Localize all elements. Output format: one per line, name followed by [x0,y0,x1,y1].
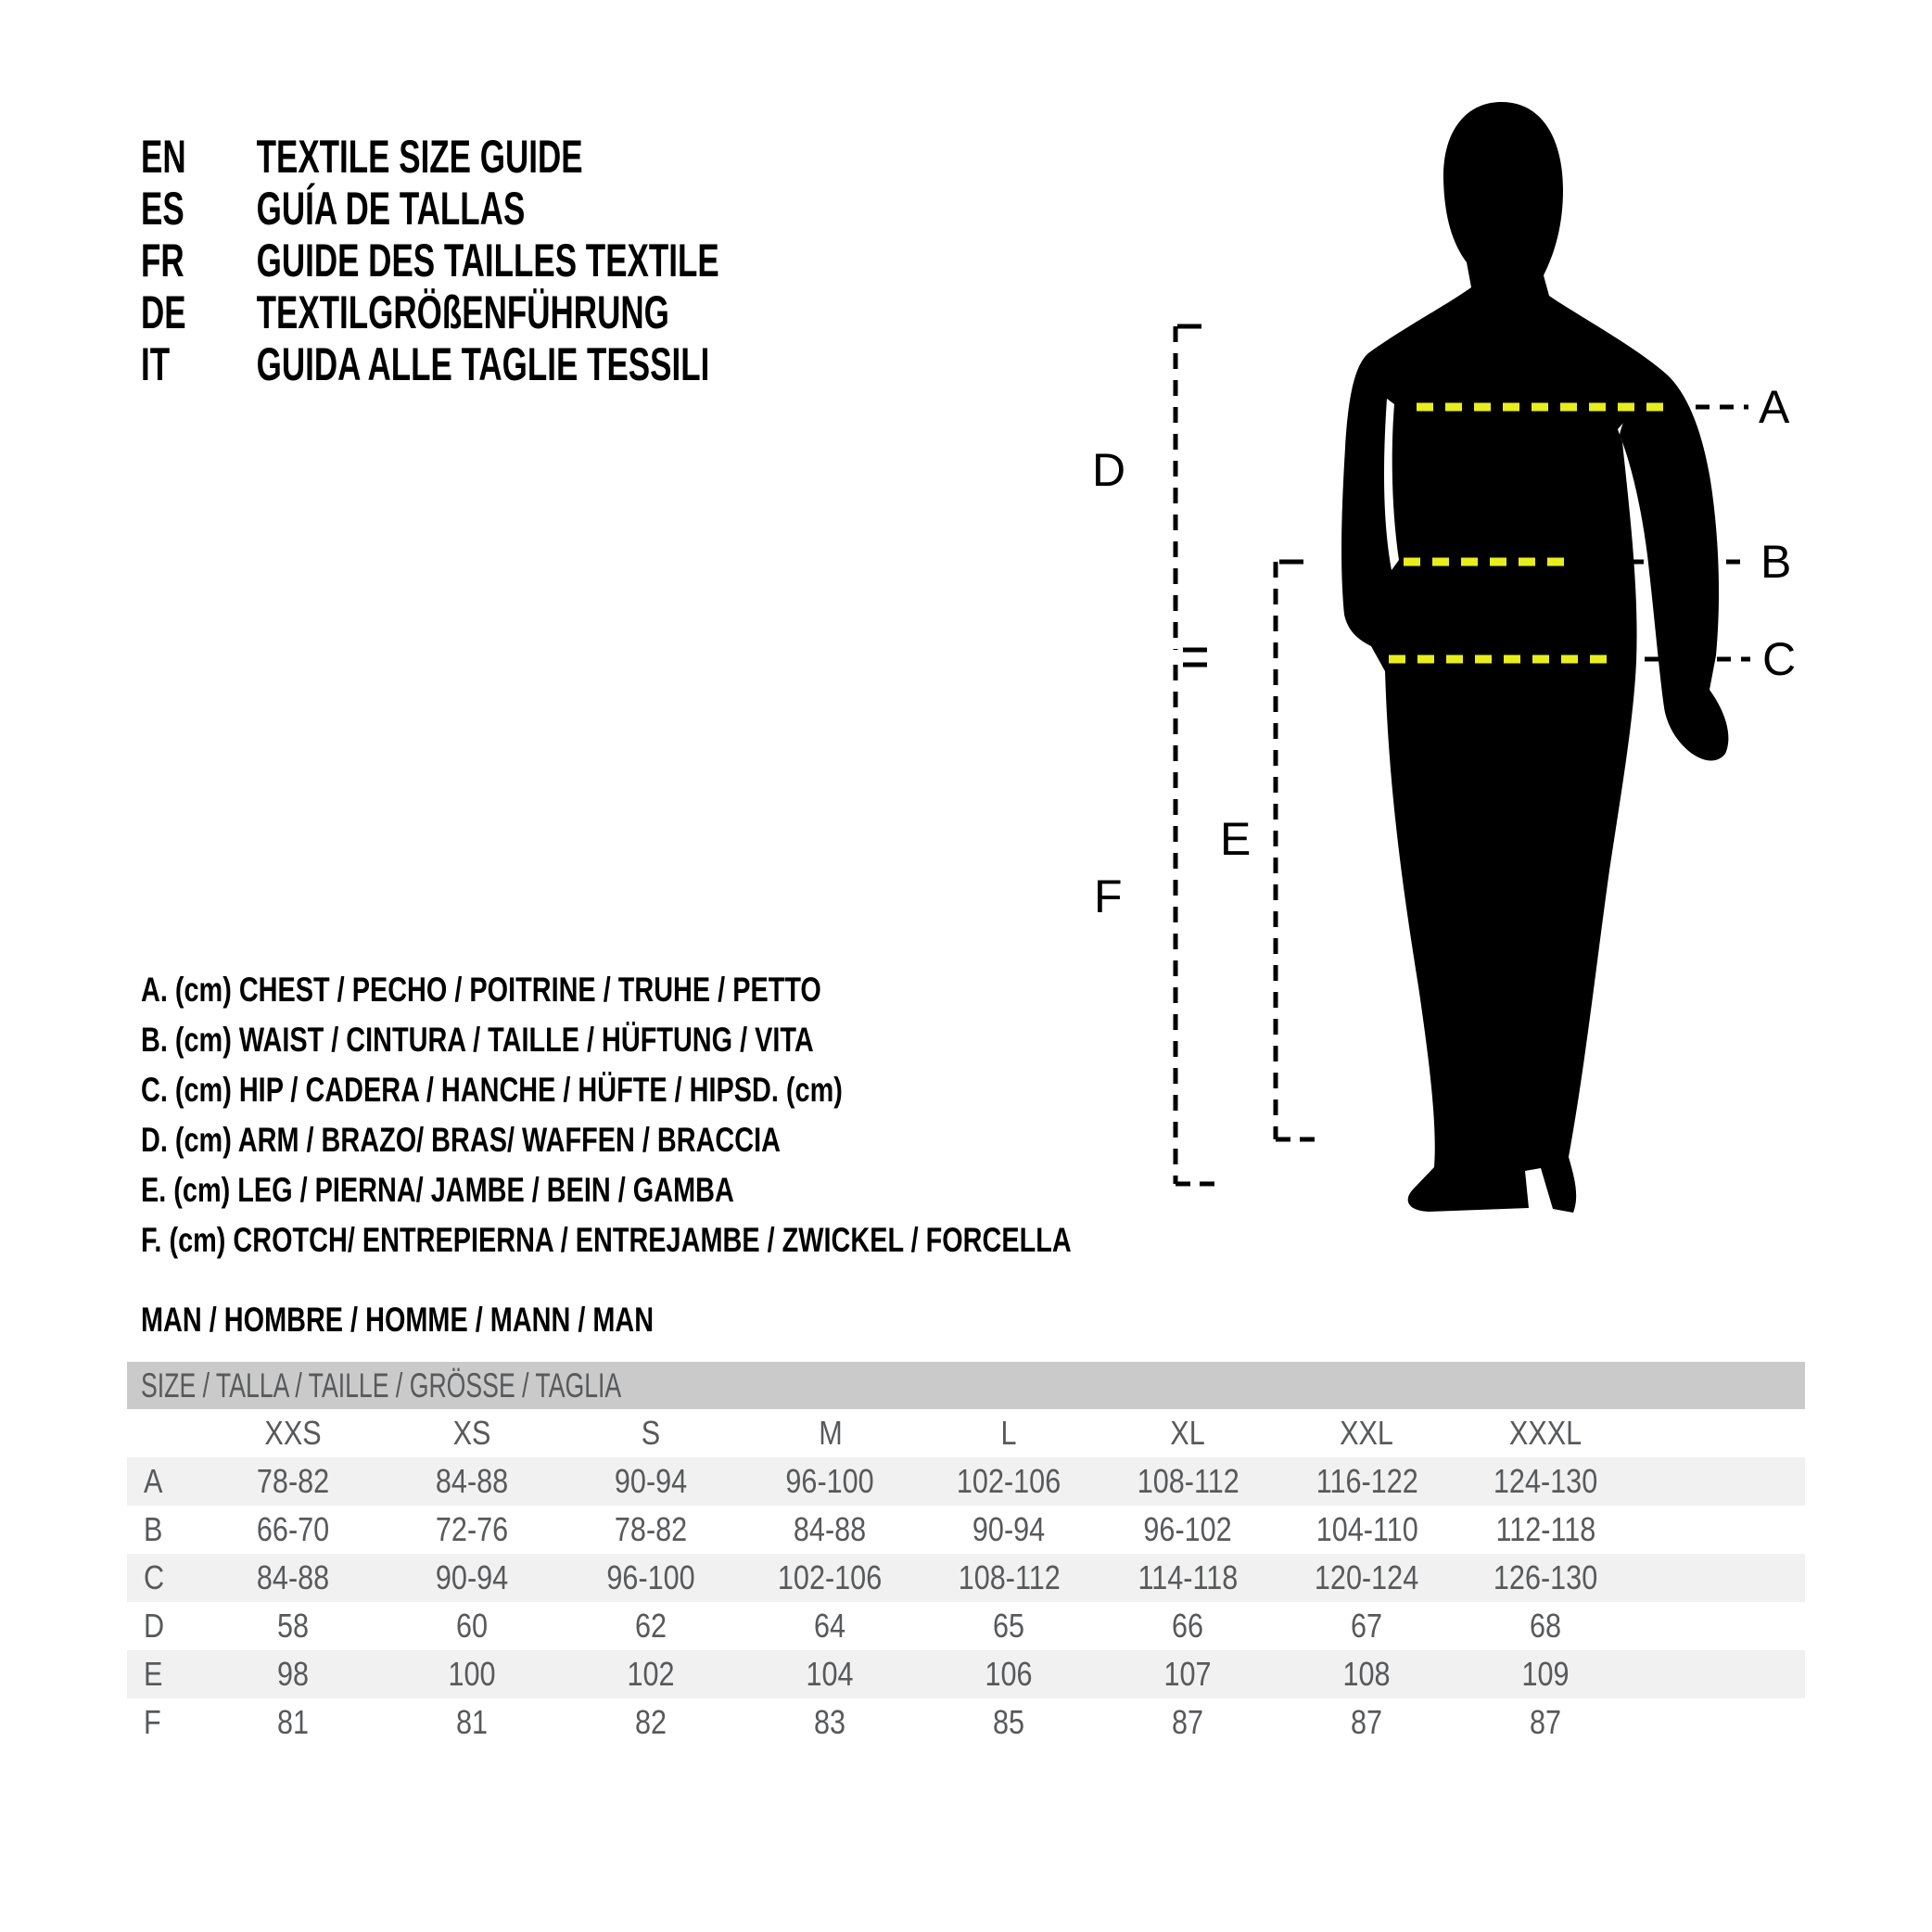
value-cell [920,1506,1099,1554]
value-text: 107 [1163,1655,1213,1693]
value-text: 67 [1351,1607,1383,1645]
value-cell [383,1602,562,1650]
value-cell [1099,1506,1277,1554]
value-text: 98 [277,1655,310,1693]
value-cell [741,1650,920,1698]
value-cell [741,1602,920,1650]
value-text: 108-112 [1137,1462,1239,1500]
row-label [127,1506,204,1554]
filler-cell [1635,1650,1805,1698]
value-text: 66 [1172,1607,1204,1645]
value-cell [562,1457,741,1506]
value-cell [741,1457,920,1506]
value-cell [562,1554,741,1602]
value-text: 90-94 [615,1462,688,1500]
column-header-s [562,1409,741,1457]
value-cell [1099,1650,1277,1698]
value-cell [1277,1457,1456,1506]
column-header-xxxl [1456,1409,1635,1457]
value-text: 102-106 [778,1558,883,1596]
value-text: 96-100 [606,1558,696,1596]
value-cell [204,1457,383,1506]
legend-item: D. (cm) ARM / BRAZO/ BRAS/ WAFFEN / BRACCIA [141,1121,781,1159]
size-columns-row [127,1409,1805,1457]
column-header-label: S [642,1414,661,1452]
value-text: 114-118 [1138,1558,1239,1596]
column-header-label: M [818,1414,843,1452]
value-cell [383,1554,562,1602]
marker-c-label: C [1762,633,1797,685]
guide-title: TEXTILE SIZE GUIDE [256,131,583,183]
column-header-xl [1099,1409,1277,1457]
legend-item: E. (cm) LEG / PIERNA/ JAMBE / BEIN / GAMBA [141,1171,734,1209]
legend-item: B. (cm) WAIST / CINTURA / TAILLE / HÜFTUNG / VITA [141,1021,814,1059]
value-cell [383,1506,562,1554]
value-text: 126-130 [1493,1558,1598,1596]
value-text: 78-82 [615,1510,688,1548]
value-text: 87 [1172,1703,1204,1741]
filler-cell [1635,1506,1805,1554]
language-code: ES [141,183,184,235]
value-text: 72-76 [436,1510,509,1548]
value-text: 106 [985,1655,1034,1693]
row-label [127,1650,204,1698]
value-text: 66-70 [257,1510,330,1548]
value-text: 87 [1530,1703,1562,1741]
value-cell [741,1506,920,1554]
row-label-text: A [144,1462,163,1500]
value-cell [1099,1698,1277,1747]
filler-cell [1635,1554,1805,1602]
value-cell [1277,1506,1456,1554]
row-label-text: B [144,1510,163,1548]
legend-item: A. (cm) CHEST / PECHO / POITRINE / TRUHE / PETTO [141,971,821,1009]
value-cell [920,1602,1099,1650]
value-text: 78-82 [257,1462,330,1500]
value-text: 84-88 [436,1462,509,1500]
row-label [127,1554,204,1602]
value-cell [1456,1650,1635,1698]
value-cell [204,1554,383,1602]
value-cell [1456,1698,1635,1747]
value-cell [562,1506,741,1554]
filler-cell [1635,1602,1805,1650]
value-cell [1277,1602,1456,1650]
value-cell [1456,1506,1635,1554]
value-text: 65 [993,1607,1025,1645]
value-cell [204,1506,383,1554]
row-label [127,1602,204,1650]
filler-cell [1635,1409,1805,1457]
value-text: 68 [1530,1607,1562,1645]
value-text: 84-88 [257,1558,330,1596]
value-text: 81 [456,1703,489,1741]
value-text: 112-118 [1495,1510,1596,1548]
value-cell [1456,1554,1635,1602]
value-text: 83 [814,1703,846,1741]
row-label-text: F [144,1703,161,1741]
column-header-label: XS [453,1414,491,1452]
value-cell [920,1554,1099,1602]
value-text: 102 [627,1655,676,1693]
value-cell [562,1602,741,1650]
marker-a-label: A [1759,381,1790,433]
language-code: DE [141,286,186,338]
value-cell [204,1602,383,1650]
column-header-label: L [1000,1414,1018,1452]
value-cell [741,1554,920,1602]
legend-item: F. (cm) CROTCH/ ENTREPIERNA / ENTREJAMBE / ZWICKEL / FORCELLA [141,1221,1072,1259]
value-text: 85 [993,1703,1025,1741]
value-cell [1277,1554,1456,1602]
row-label [127,1698,204,1747]
value-cell [1099,1602,1277,1650]
value-text: 102-106 [957,1462,1061,1500]
row-label-text: E [144,1655,163,1693]
category-line: MAN / HOMBRE / HOMME / MANN / MAN [141,1301,655,1339]
value-text: 96-102 [1143,1510,1233,1548]
value-cell [204,1650,383,1698]
value-text: 64 [814,1607,846,1645]
value-cell [1099,1457,1277,1506]
column-header-xxs [204,1409,383,1457]
filler-cell [1635,1457,1805,1506]
value-text: 120-124 [1315,1558,1419,1596]
filler-cell [1635,1698,1805,1747]
marker-e-label: E [1220,813,1252,865]
row-label [127,1457,204,1506]
value-text: 58 [277,1607,310,1645]
value-text: 87 [1351,1703,1383,1741]
value-text: 62 [635,1607,667,1645]
marker-f-label: F [1094,871,1123,922]
column-header-l [920,1409,1099,1457]
column-header-xs [383,1409,562,1457]
row-label-text: C [144,1558,165,1596]
value-cell [562,1650,741,1698]
value-text: 82 [635,1703,667,1741]
value-cell [383,1650,562,1698]
value-cell [920,1698,1099,1747]
value-cell [1099,1554,1277,1602]
column-header-xxl [1277,1409,1456,1457]
value-cell [920,1650,1099,1698]
value-text: 90-94 [972,1510,1046,1548]
value-text: 90-94 [436,1558,509,1596]
column-header-label: XL [1170,1414,1206,1452]
value-cell [1456,1457,1635,1506]
guide-title: GUÍA DE TALLAS [256,183,526,235]
value-text: 108 [1342,1655,1392,1693]
value-text: 81 [277,1703,310,1741]
column-header-label: XXS [264,1414,323,1452]
language-code: FR [141,235,184,286]
value-text: 104-110 [1316,1510,1418,1548]
value-cell [204,1698,383,1747]
value-cell [1456,1602,1635,1650]
size-table-title-bar [127,1362,1805,1409]
legend-item: C. (cm) HIP / CADERA / HANCHE / HÜFTE / HIPSD. (cm) [141,1071,843,1109]
corner-cell [127,1409,204,1457]
guide-title: GUIDA ALLE TAGLIE TESSILI [256,338,710,390]
language-code: IT [141,338,171,390]
guide-title: GUIDE DES TAILLES TEXTILE [256,235,719,286]
value-text: 84-88 [794,1510,867,1548]
value-text: 108-112 [958,1558,1061,1596]
column-header-m [741,1409,920,1457]
value-cell [741,1698,920,1747]
size-table [127,1362,1805,1747]
value-text: 116-122 [1316,1462,1418,1500]
value-cell [920,1457,1099,1506]
value-cell [383,1698,562,1747]
value-text: 96-100 [785,1462,875,1500]
guide-title: TEXTILGRÖßENFÜHRUNG [256,286,669,338]
table-row-c [127,1554,1805,1602]
value-text: 124-130 [1493,1462,1598,1500]
size-table-grid [127,1409,1805,1747]
table-row-b [127,1506,1805,1554]
column-header-label: XXL [1340,1414,1394,1452]
man-right-arm [1620,375,1728,760]
value-text: 100 [448,1655,497,1693]
value-cell [562,1698,741,1747]
value-text: 109 [1521,1655,1570,1693]
table-row-f [127,1698,1805,1747]
table-row-e [127,1650,1805,1698]
table-row-a [127,1457,1805,1506]
value-text: 60 [456,1607,489,1645]
row-label-text: D [144,1607,165,1645]
table-row-d [127,1602,1805,1650]
marker-b-label: B [1760,536,1792,588]
size-table-title: SIZE / TALLA / TAILLE / GRÖSSE / TAGLIA [141,1366,622,1405]
column-header-label: XXXL [1509,1414,1582,1452]
language-code: EN [141,131,186,183]
value-cell [383,1457,562,1506]
value-cell [1277,1698,1456,1747]
marker-d-label: D [1092,444,1126,496]
value-cell [1277,1650,1456,1698]
value-text: 104 [806,1655,855,1693]
